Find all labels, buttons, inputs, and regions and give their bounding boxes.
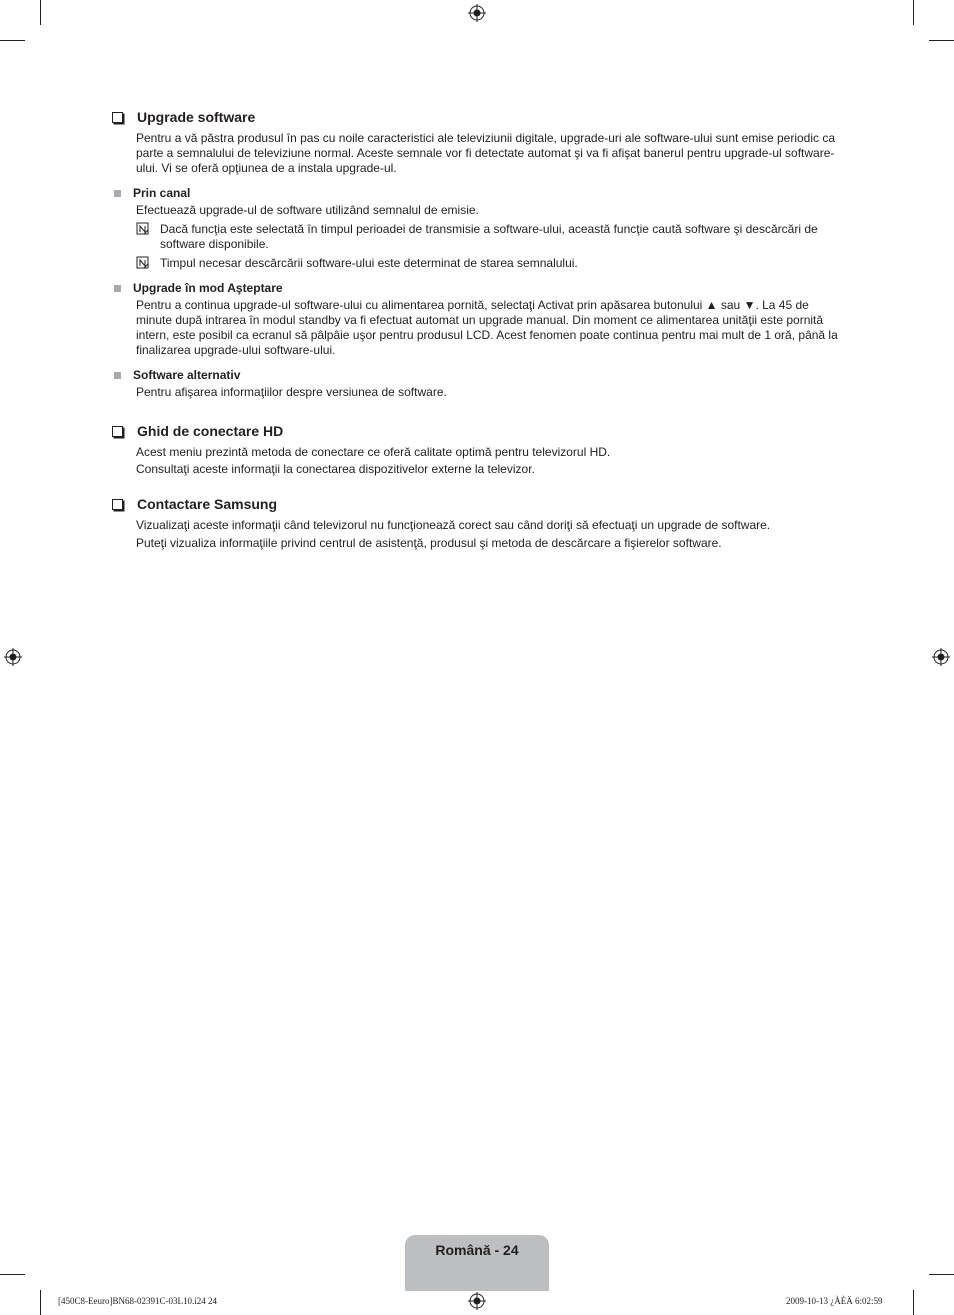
paragraph: Consultaţi aceste informaţii la conectarea dispozitivelor externe la televizor. xyxy=(136,462,535,476)
crop-mark xyxy=(0,40,25,41)
subsection-heading xyxy=(110,185,840,201)
section-heading xyxy=(110,422,840,440)
note-text: Dacă funcţia este selectată în timpul perioadei de transmisie a software-ului, această funcţie caută software şi descărcări de software disponibile. xyxy=(160,222,818,251)
paragraph: Pentru afişarea informaţiilor despre versiunea de software. xyxy=(136,385,447,399)
crop-mark xyxy=(929,1274,954,1275)
paragraph: Acest meniu prezintă metoda de conectare ce oferă calitate optimă pentru televizorul HD. xyxy=(136,445,611,459)
page-number-tab xyxy=(405,1235,549,1291)
crop-mark xyxy=(40,1290,41,1315)
checkbox-bullet-icon xyxy=(112,112,123,123)
subsection-software-alternativ xyxy=(110,367,840,400)
note xyxy=(136,256,840,271)
paragraph: Pentru a continua upgrade-ul software-ului cu alimentarea pornită, selectaţi Activat prin apăsarea butonului ▲ sau ▼. La 45 de minute după intrarea în modul standby va fi efectuat automat un upgrade manual. Din moment ce alimentarea unităţii este pornită intern, este posibil ca ecranul să pâlpâie uşor pentru produsul LCD. Acest fenomen poate continua pentru mai mult de 1 oră, până la finalizarea upgrade-ului software-ului. xyxy=(136,298,838,357)
subsection-heading xyxy=(110,280,840,296)
registration-mark-icon xyxy=(932,648,950,666)
page-content xyxy=(110,108,840,567)
section-heading xyxy=(110,495,840,513)
paragraph: Vizualizaţi aceste informaţii când televizorul nu funcţionează corect sau când doriţi să efectuaţi un upgrade de software. xyxy=(136,518,771,532)
registration-mark-icon xyxy=(4,648,22,666)
subsection-upgrade-asteptare xyxy=(110,280,840,358)
paragraph: Puteţi vizualiza informaţiile privind centrul de asistenţă, produsul şi metoda de descărcare a fişierelor software. xyxy=(136,536,722,550)
crop-mark xyxy=(913,1290,914,1315)
section-title: Upgrade software xyxy=(137,109,256,125)
subsection-prin-canal xyxy=(110,185,840,271)
section-contactare-samsung xyxy=(110,495,840,551)
crop-mark xyxy=(913,0,914,25)
section-upgrade-software xyxy=(110,108,840,400)
note-icon xyxy=(136,256,150,270)
subsection-title: Prin canal xyxy=(133,186,191,200)
checkbox-bullet-icon xyxy=(112,499,123,510)
note-icon xyxy=(136,222,150,236)
note-text: Timpul necesar descărcării software-ului este determinat de starea semnalului. xyxy=(160,256,578,270)
print-slug-right: 2009-10-13 ¿ÀÈÄ 6:02:59 xyxy=(786,1296,883,1306)
crop-mark xyxy=(0,1274,25,1275)
crop-mark xyxy=(929,40,954,41)
square-bullet-icon xyxy=(114,190,121,197)
section-ghid-conectare-hd xyxy=(110,422,840,477)
print-slug-left: [450C8-Eeuro]BN68-02391C-03L10.i24 24 xyxy=(58,1296,217,1306)
section-heading xyxy=(110,108,840,126)
paragraph: Pentru a vă păstra produsul în pas cu noile caracteristici ale televiziunii digitale, upgrade-uri ale software-ului sunt emise periodic ca parte a semnalului de televiziune normal. Aceste semnale vor fi detectate automat şi va fi afişat banerul pentru upgrade-ul software-ului. Vi se oferă opţiunea de a instala upgrade-ul. xyxy=(136,131,836,175)
subsection-title: Upgrade în mod Aşteptare xyxy=(133,281,283,295)
square-bullet-icon xyxy=(114,285,121,292)
square-bullet-icon xyxy=(114,372,121,379)
crop-mark xyxy=(40,0,41,25)
subsection-heading xyxy=(110,367,840,383)
section-title: Ghid de conectare HD xyxy=(137,423,284,439)
section-title: Contactare Samsung xyxy=(137,496,278,512)
checkbox-bullet-icon xyxy=(112,426,123,437)
note xyxy=(136,222,840,252)
paragraph: Efectuează upgrade-ul de software utilizând semnalul de emisie. xyxy=(136,203,479,217)
subsection-title: Software alternativ xyxy=(133,368,241,382)
registration-mark-icon xyxy=(468,1292,486,1310)
page-number: Română - 24 xyxy=(435,1242,519,1258)
registration-mark-icon xyxy=(468,4,486,22)
